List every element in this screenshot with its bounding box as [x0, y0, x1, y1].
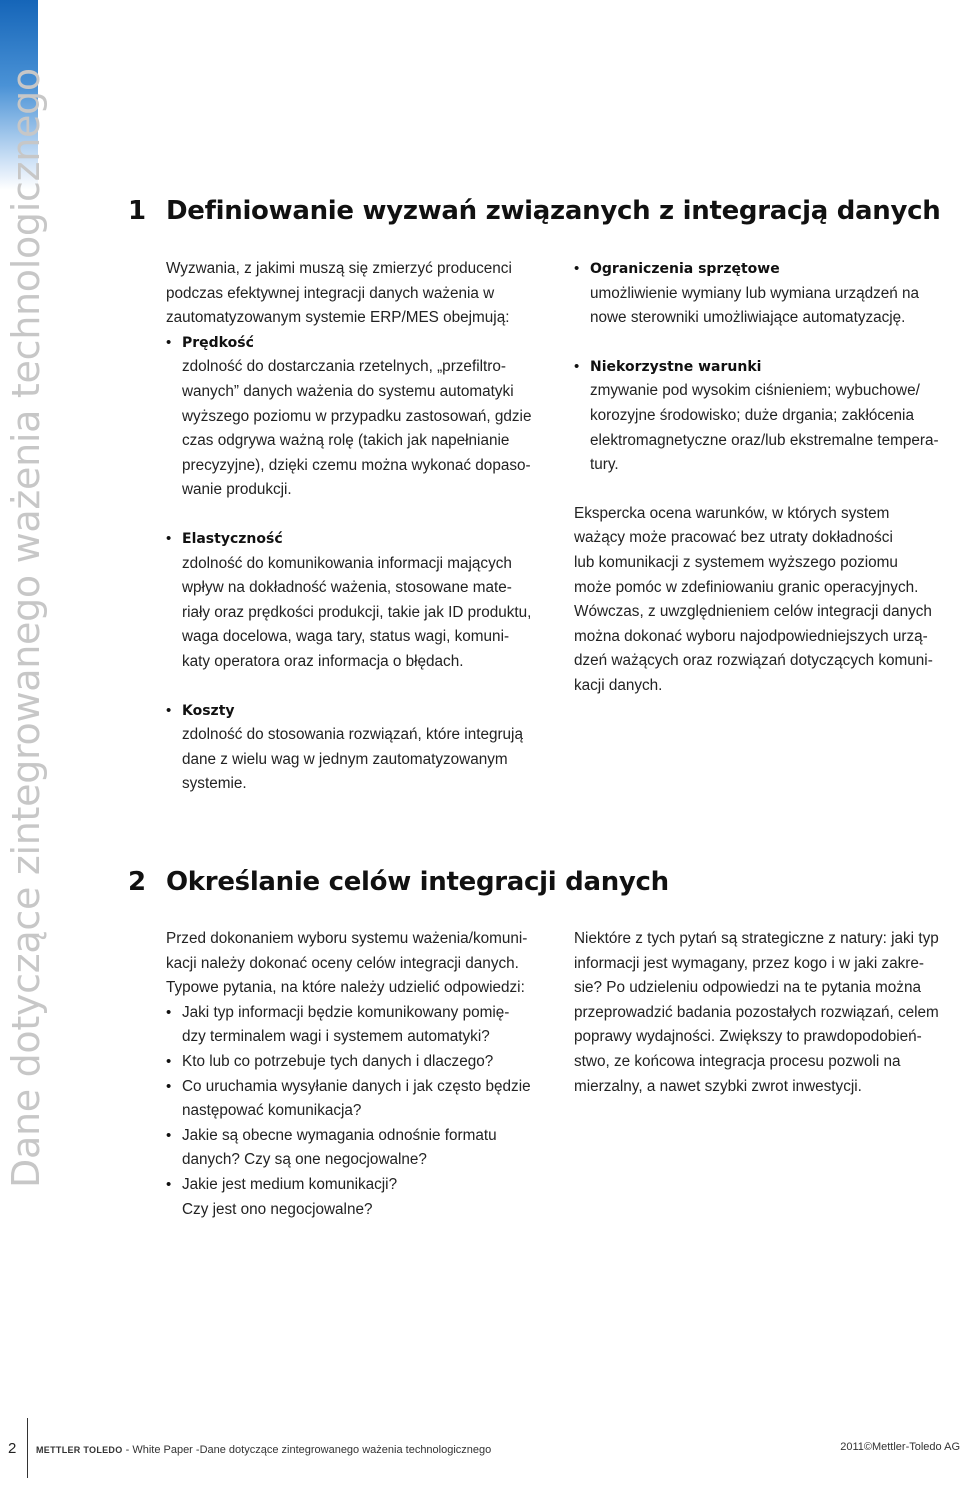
section2-number: 2 [128, 867, 146, 897]
question-line: • Jakie są obecne wymagania odnośnie formatu [182, 1126, 497, 1144]
question-line: Czy jest ono negocjowalne? [182, 1200, 373, 1218]
bullet-line: katy operatora oraz informacja o błędach. [182, 652, 464, 670]
bullet-line: zdolność do dostarczania rzetelnych, „przefiltro- [182, 358, 506, 376]
bullet-line: wanych” danych ważenia do systemu automatyki [182, 382, 514, 400]
section2-left-column [166, 927, 566, 1222]
bullet-line: wyższego poziomu w przypadku zastosowań, gdzie [182, 407, 532, 425]
bullet-line: zdolność do komunikowania informacji mających [182, 554, 512, 572]
closing-line: ważący może pracować bez utraty dokładności [574, 529, 893, 547]
bullet-line: czas odgrywa ważną rolę (takich jak napełnianie [182, 432, 510, 450]
bullet-line: umożliwienie wymiany lub wymiana urządzeń na [590, 284, 920, 302]
intro-line: podczas efektywnej integracji danych ważenia w [166, 284, 495, 302]
bullet-line: wanie produkcji. [182, 481, 292, 499]
closing-line: dzeń ważących oraz rozwiązań dotyczących komuni- [574, 652, 933, 670]
question-line: danych? Czy są one negocjowalne? [182, 1151, 427, 1169]
bullet-title: • Elastyczność [182, 530, 283, 547]
bullet-hardware-limits [574, 257, 959, 331]
paragraph-line: sie? Po udzieleniu odpowiedzi na te pytania można [574, 979, 921, 997]
paragraph-line: mierzalny, a nawet szybki zwrot inwestycji. [574, 1077, 862, 1095]
footer-text [36, 1444, 491, 1456]
bullet-line: wpływ na dokładność ważenia, stosowane mate- [182, 579, 512, 597]
paragraph-line: informacji jest wymagany, przez kogo i w jaki zakre- [574, 954, 924, 972]
intro-line: kacji należy dokonać oceny celów integracji danych. [166, 954, 519, 972]
bullet-title: • Niekorzystne warunki [590, 358, 762, 375]
paragraph-line: stwo, ze końcowa integracja procesu pozwoli na [574, 1052, 901, 1070]
question-item [166, 1075, 566, 1124]
section1-title: Definiowanie wyzwań związanych z integracją danych [166, 196, 941, 226]
question-item [166, 1050, 566, 1075]
question-line: następować komunikacja? [182, 1102, 362, 1120]
bullet-line: dane z wielu wag w jednym zautomatyzowanym [182, 750, 508, 768]
footer-title: - White Paper -Dane dotyczące zintegrowanego ważenia technologicznego [122, 1444, 492, 1456]
bullet-line: systemie. [182, 775, 247, 793]
section2-heading [128, 867, 669, 897]
question-line: • Co uruchamia wysyłanie danych i jak często będzie [182, 1077, 531, 1095]
sidebar-title: Dane dotyczące zintegrowanego ważenia technologicznego [4, 68, 48, 1188]
section1-right-column [574, 257, 959, 699]
question-line: dzy terminalem wagi i systemem automatyki? [182, 1028, 490, 1046]
intro-line: Typowe pytania, na które należy udzielić odpowiedzi: [166, 979, 525, 997]
bullet-line: nowe sterowniki umożliwiające automatyzację. [590, 309, 906, 327]
closing-line: Ekspercka ocena warunków, w których system [574, 504, 890, 522]
question-line: • Jaki typ informacji będzie komunikowany pomię- [182, 1003, 510, 1021]
section2-right-column [574, 927, 959, 1099]
paragraph-line: przeprowadzić badania pozostałych rozwiązań, celem [574, 1003, 939, 1021]
section2-title: Określanie celów integracji danych [166, 867, 669, 897]
bullet-line: korozyjne środowisko; duże drgania; zakłócenia [590, 406, 914, 424]
section1-number: 1 [128, 196, 146, 226]
question-item [166, 1124, 566, 1173]
closing-line: kacji danych. [574, 676, 663, 694]
section1-left-column [166, 257, 556, 797]
brand-logo-text: METTLER TOLEDO [36, 1445, 123, 1455]
bullet-title: • Ograniczenia sprzętowe [590, 261, 780, 277]
bullet-speed [166, 331, 556, 503]
intro-line: zautomatyzowanym systemie ERP/MES obejmują: [166, 309, 510, 327]
bullet-line: precyzyjne), dzięki czemu można wykonać dopaso- [182, 456, 531, 474]
bullet-line: elektromagnetyczne oraz/lub ekstremalne tempera- [590, 431, 939, 449]
question-line: • Jakie jest medium komunikacji? [182, 1175, 398, 1193]
page-number: 2 [8, 1440, 17, 1457]
bullet-line: tury. [590, 456, 619, 474]
question-item [166, 1001, 566, 1050]
paragraph-line: poprawy wydajności. Zwiększy to prawdopodobień- [574, 1028, 922, 1046]
intro-line: Przed dokonaniem wyboru systemu ważenia/komuni- [166, 930, 528, 947]
closing-line: może pomóc w zdefiniowaniu granic operacyjnych. [574, 578, 919, 596]
question-item [166, 1173, 566, 1222]
bullet-flexibility [166, 527, 556, 675]
footer-divider [27, 1418, 28, 1478]
bullet-line: riały oraz prędkości produkcji, takie jak ID produktu, [182, 603, 532, 621]
intro-line: Wyzwania, z jakimi muszą się zmierzyć producenci [166, 260, 512, 277]
paragraph-line: Niektóre z tych pytań są strategiczne z natury: jaki typ [574, 930, 939, 947]
copyright: 2011©Mettler-Toledo AG [840, 1441, 960, 1453]
bullet-line: waga docelowa, waga tary, status wagi, komuni- [182, 628, 510, 646]
bullet-costs [166, 699, 556, 797]
bullet-title: • Prędkość [182, 334, 254, 351]
bullet-adverse-conditions [574, 355, 959, 478]
bullet-title: • Koszty [182, 702, 235, 719]
bullet-line: zmywanie pod wysokim ciśnieniem; wybuchowe/ [590, 382, 920, 400]
question-line: • Kto lub co potrzebuje tych danych i dlaczego? [182, 1052, 494, 1070]
section1-heading [128, 196, 940, 226]
closing-line: Wówczas, z uwzględnieniem celów integracji danych [574, 603, 932, 621]
bullet-line: zdolność do stosowania rozwiązań, które integrują [182, 726, 523, 744]
closing-line: lub komunikacji z systemem wyższego poziomu [574, 553, 898, 571]
closing-line: można dokonać wyboru najodpowiedniejszych urzą- [574, 627, 928, 645]
